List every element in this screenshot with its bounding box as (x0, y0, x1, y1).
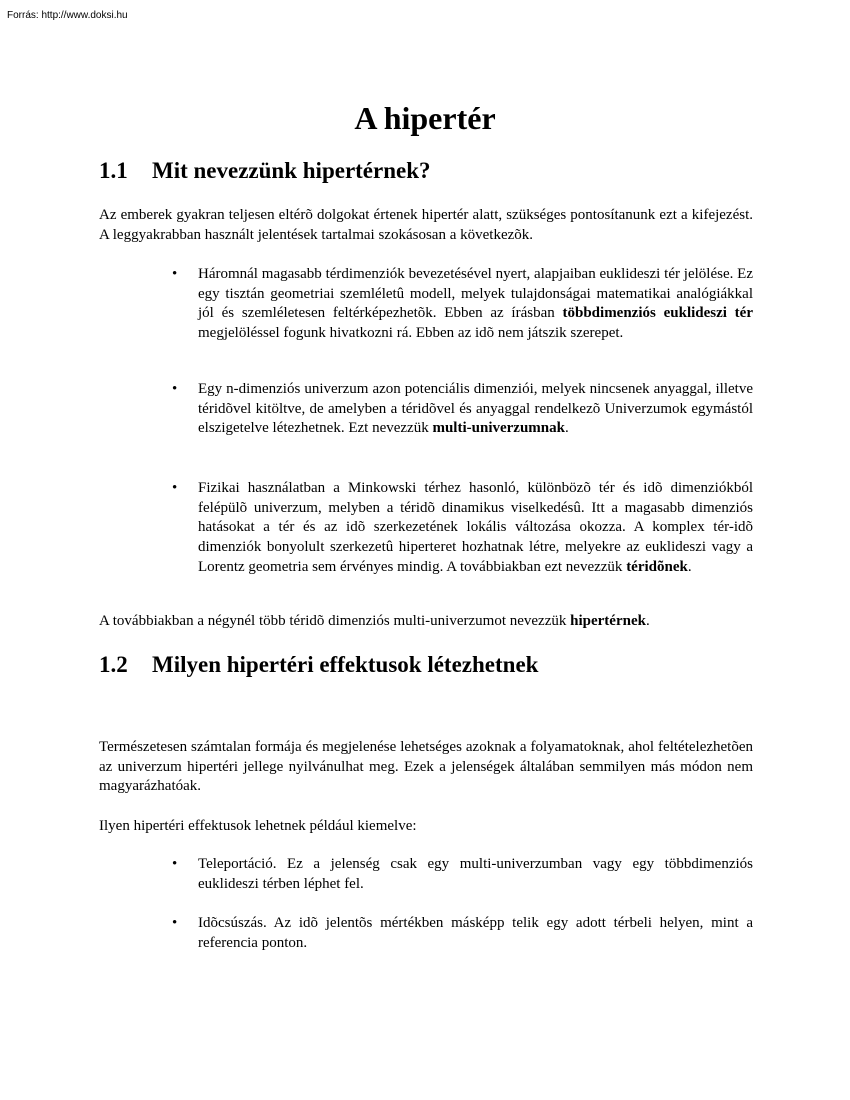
bold-term: téridõnek (626, 558, 688, 575)
intro-paragraph: Az emberek gyakran teljesen eltérõ dolgokat értenek hipertér alatt, szükséges pontosítanunk ezt a kifejezést. A leggyakrabban használt jelentések tartalmai szokásosan a következõk. (99, 207, 753, 243)
bullet-icon: • (172, 480, 178, 496)
list-item: • Háromnál magasabb térdimenziók bevezetésével nyert, alapjaiban euklideszi tér jelölése. Ez egy tisztán geometriai szemléletû modell, melyek tulajdonságai matematikai analógiákkal jól és szemléletesen feltérképezhetõk. Ebben az írásban többdimenziós euklideszi tér megjelöléssel fogunk hivatkozni rá. Ebben az idõ nem játszik szerepet. (172, 266, 753, 342)
section-title: Milyen hipertéri effektusok létezhetnek (152, 652, 539, 677)
conclusion-paragraph: A továbbiakban a négynél több téridõ dimenziós multi-univerzumot nevezzük hipertérnek. (99, 613, 650, 629)
bullet-icon: • (172, 856, 178, 872)
section-title: Mit nevezzünk hipertérnek? (152, 158, 431, 183)
source-caption: Forrás: http://www.doksi.hu (7, 10, 128, 21)
list-item: • Egy n-dimenziós univerzum azon potenciális dimenziói, melyek nincsenek anyaggal, illetve téridõvel kitöltve, de amelyben a téridõvel és anyaggal rendelkezõ Univerzumok egymástól elszigetelve létezhetnek. Ezt nevezzük multi-univerzumnak. (172, 381, 753, 437)
page-title: A hipertér (354, 100, 496, 136)
body-paragraph: Ilyen hipertéri effektusok lehetnek például kiemelve: (99, 818, 417, 834)
list-item: • Idõcsúszás. Az idõ jelentõs mértékben másképp telik egy adott térbeli helyen, mint a referencia ponton. (172, 915, 753, 951)
bold-term: multi-univerzumnak (432, 420, 565, 437)
list-item: • Fizikai használatban a Minkowski térhez hasonló, különbözõ tér és idõ dimenziókból felépülõ univerzum, melyben a téridõ dinamikus viselkedésû. Itt a magasabb dimenziós hatásokat a tér és az idõ szerkezetének lokális változása okozza. A komplex tér-idõ dimenziók bonyolult szerkezetû hiperteret hozhatnak létre, melyekre az euklideszi vagy a Lorentz geometria sem érvényes mindig. A továbbiakban ezt nevezzük téridõnek. (172, 480, 753, 575)
section-heading-1-2 (99, 652, 538, 678)
list-item: • Teleportáció. Ez a jelenség csak egy multi-univerzumban vagy egy többdimenziós euklideszi térben léphet fel. (172, 856, 753, 892)
section-number: 1.2 (99, 652, 128, 677)
body-paragraph: Természetesen számtalan formája és megjelenése lehetséges azoknak a folyamatoknak, ahol feltételezhetõen az univerzum hipertéri jellege nyilvánulhat meg. Ezek a jelenségek általában semmilyen más módon nem magyarázhatóak. (99, 739, 753, 795)
bold-term: többdimenziós euklideszi tér (562, 305, 753, 322)
bold-term: hipertérnek (570, 613, 646, 629)
bullet-icon: • (172, 381, 178, 397)
bullet-icon: • (172, 266, 178, 282)
bullet-icon: • (172, 915, 178, 931)
section-heading-1-1 (99, 158, 431, 184)
section-number: 1.1 (99, 158, 128, 183)
